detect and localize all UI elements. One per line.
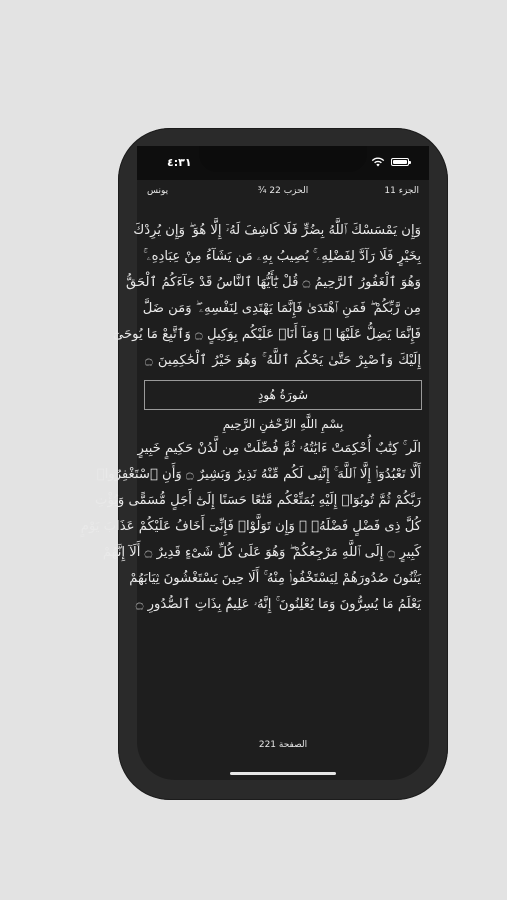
juz-label: الجزء 11 (384, 186, 419, 196)
verse-line[interactable]: يَعْلَمُ مَا يُسِرُّونَ وَمَا يُعْلِنُونَ ۚ إِنَّهُۥ عَلِيمٌۢ بِذَاتِ ٱلصُّدُورِ ۝ (135, 597, 421, 612)
verse-line[interactable]: كَبِيرٍ ۝ إِلَى ٱللَّهِ مَرْجِعُكُمْ ۖ وَهُوَ عَلَىٰ كُلِّ شَىْءٍ قَدِيرٌ ۝ أَلَآ إِنَّهُمْ (102, 545, 421, 560)
basmala: بِسْمِ اللَّهِ الرَّحْمَٰنِ الرَّحِيمِ (222, 417, 344, 431)
verse-line[interactable]: أَلَّا تَعْبُدُوٓا۟ إِلَّا ٱللَّهَ ۚ إِنَّنِى لَكُم مِّنْهُ نَذِيرٌ وَبَشِيرٌ ۝ وَأَنِ ٱسْتَغْفِرُوا۟ (96, 467, 421, 482)
page-header (137, 182, 429, 202)
mushaf-text[interactable] (80, 218, 423, 618)
verse-line[interactable]: رَبَّكُمْ ثُمَّ تُوبُوٓا۟ إِلَيْهِ يُمَتِّعْكُم مَّتَٰعًا حَسَنًا إِلَىٰٓ أَجَلٍ مُّسَمًّى وَيُؤْتِ (95, 493, 421, 508)
hizb-label: ¾ الحزب 22 (257, 186, 309, 196)
verse-line[interactable]: يَثْنُونَ صُدُورَهُمْ لِيَسْتَخْفُوا۟ مِنْهُ ۚ أَلَا حِينَ يَسْتَغْشُونَ ثِيَابَهُمْ (129, 571, 421, 586)
status-time: ٤:٣١ (167, 156, 192, 169)
phone-frame (80, 128, 448, 800)
status-icons (371, 157, 409, 167)
device-notch (199, 146, 367, 172)
verse-line[interactable]: وَهُوَ ٱلْغَفُورُ ٱلرَّحِيمُ ۝ قُلْ يَٰٓأَيُّهَا ٱلنَّاسُ قَدْ جَآءَكُمُ ٱلْحَقُّ (126, 275, 421, 290)
verse-line[interactable]: فَإِنَّمَا يَضِلُّ عَلَيْهَا ۖ وَمَآ أَنَا۠ عَلَيْكُم بِوَكِيلٍ ۝ وَٱتَّبِعْ مَا يُوحَىٰٓ (112, 327, 421, 342)
verse-line[interactable]: مِن رَّبِّكُمْ ۖ فَمَنِ ٱهْتَدَىٰ فَإِنَّمَا يَهْتَدِى لِنَفْسِهِۦ ۖ وَمَن ضَلَّ (142, 301, 421, 316)
verse-line[interactable]: الٓر ۚ كِتَٰبٌ أُحْكِمَتْ ءَايَٰتُهُۥ ثُمَّ فُصِّلَتْ مِن لَّدُنْ حَكِيمٍ خَبِيرٍ (137, 441, 421, 456)
verse-line[interactable]: بِخَيْرٍ فَلَا رَآدَّ لِفَضْلِهِۦ ۚ يُصِيبُ بِهِۦ مَن يَشَآءُ مِنْ عِبَادِهِۦ ۚ (143, 249, 421, 264)
page-number: الصفحة 221 (258, 740, 308, 750)
verse-line[interactable]: إِلَيْكَ وَٱصْبِرْ حَتَّىٰ يَحْكُمَ ٱللَّهُ ۚ وَهُوَ خَيْرُ ٱلْحَٰكِمِينَ ۝ (145, 353, 421, 368)
quran-page-screen (80, 146, 429, 780)
wifi-icon (371, 157, 385, 167)
verse-line[interactable]: كُلَّ ذِى فَضْلٍ فَضْلَهُۥ ۖ وَإِن تَوَلَّوْا۟ فَإِنِّىٓ أَخَافُ عَلَيْكُمْ عَذَابَ يَوْمٍ (80, 519, 421, 534)
home-indicator[interactable] (230, 772, 336, 775)
surah-title-banner: سُورَةُ هُودٍ (144, 380, 422, 410)
surah-label: يونس (147, 186, 169, 196)
verse-line[interactable]: وَإِن يَمْسَسْكَ ٱللَّهُ بِضُرٍّ فَلَا كَاشِفَ لَهُۥٓ إِلَّا هُوَ ۖ وَإِن يُرِدْكَ (133, 223, 421, 238)
battery-icon (391, 158, 409, 166)
